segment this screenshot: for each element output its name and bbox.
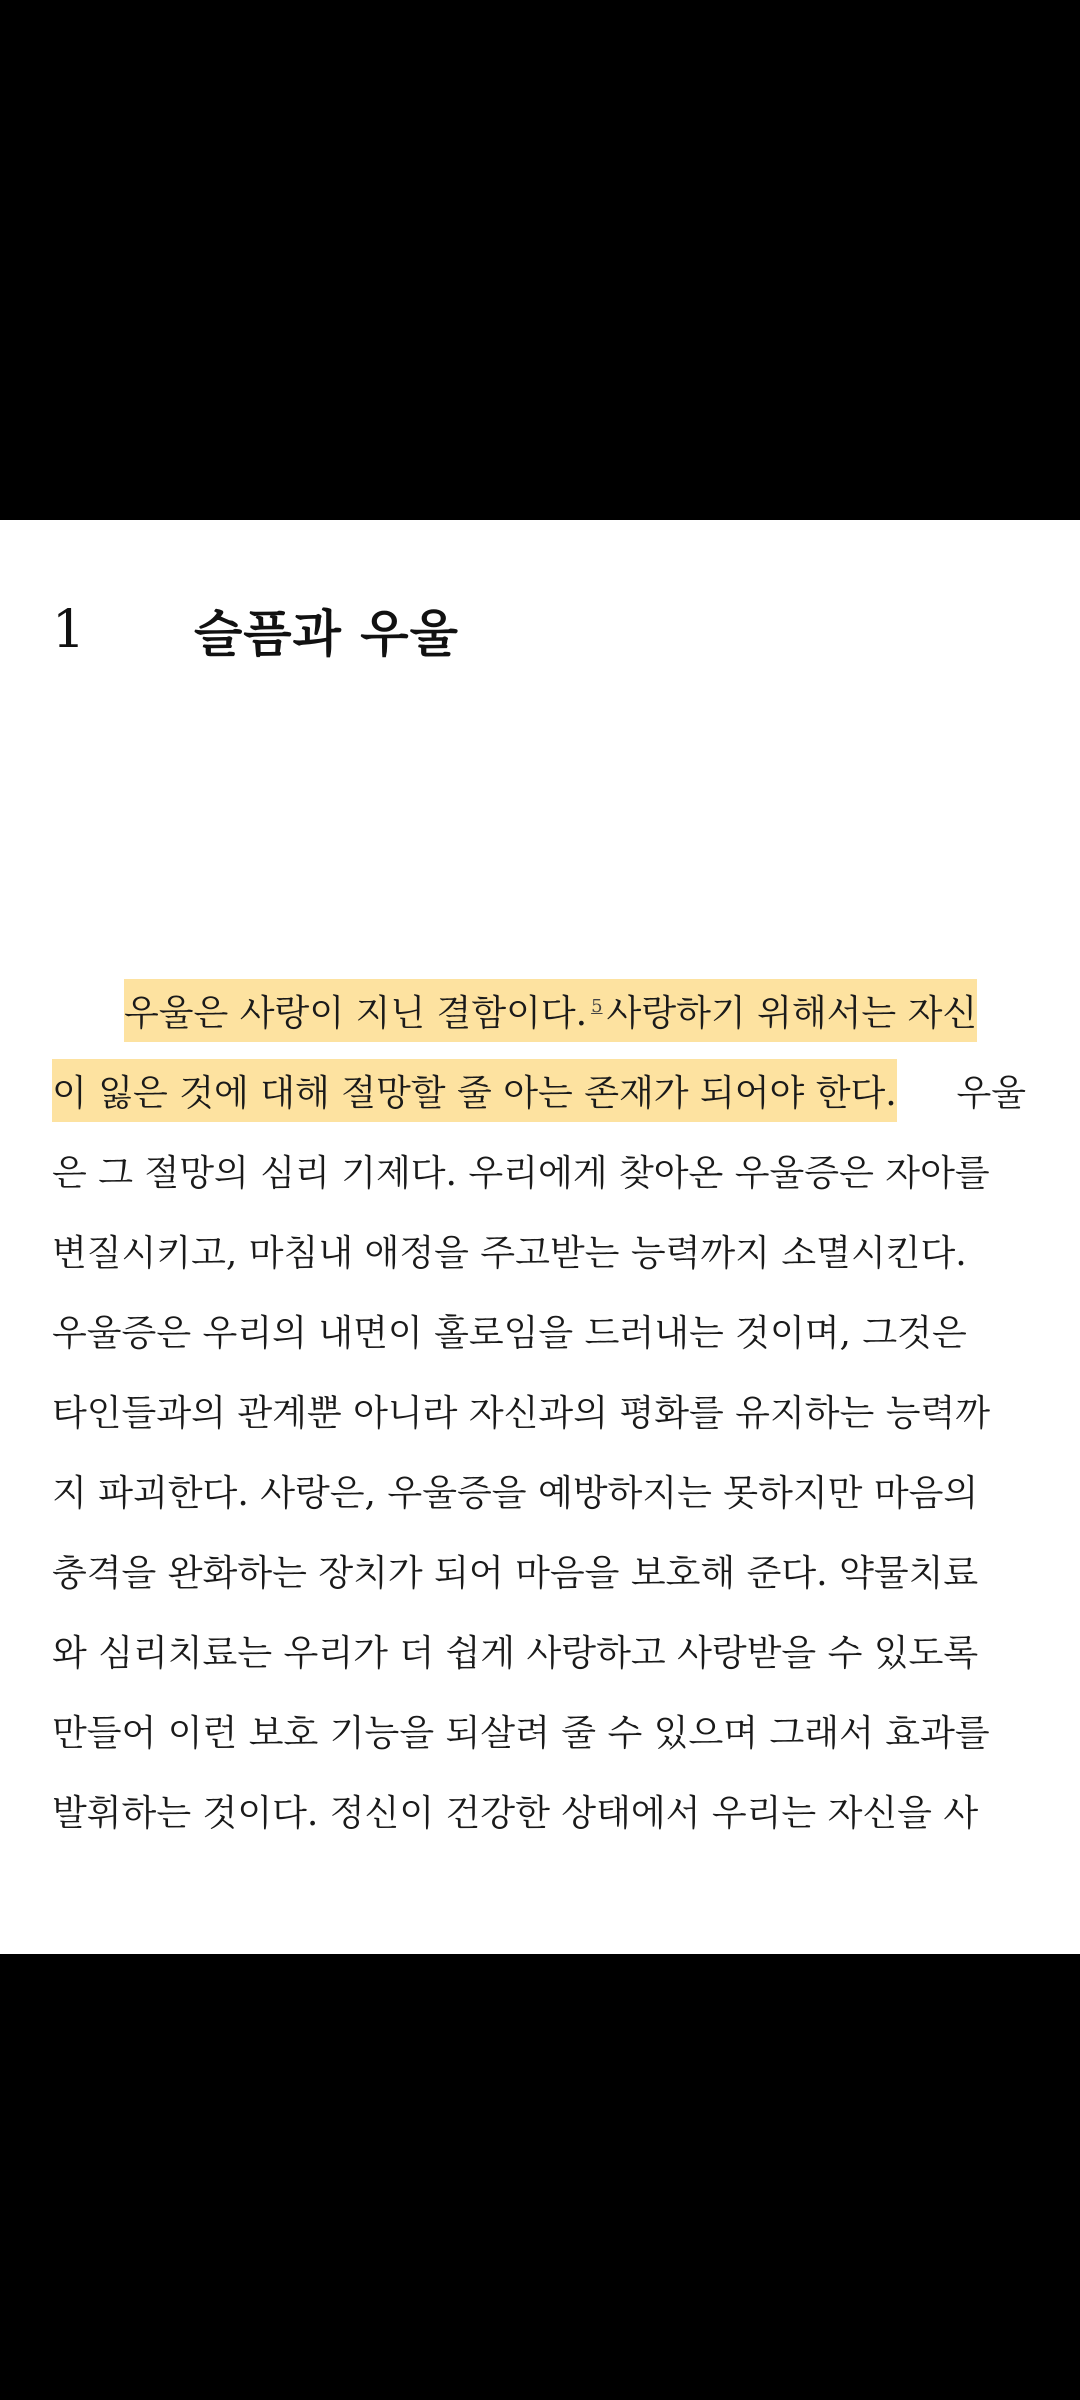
text-line: 지 파괴한다. 사랑은, 우울증을 예방하지는 못하지만 마음의 xyxy=(52,1472,979,1514)
bottom-letterbox xyxy=(0,1954,1080,2400)
text-line: 우울증은 우리의 내면이 홀로임을 드러내는 것이며, 그것은 xyxy=(52,1312,967,1354)
text-line: 발휘하는 것이다. 정신이 건강한 상태에서 우리는 자신을 사 xyxy=(52,1792,979,1834)
text-line: 충격을 완화하는 장치가 되어 마음을 보호해 준다. 약물치료 xyxy=(52,1552,979,1594)
book-page[interactable] xyxy=(0,520,1080,1954)
highlight-segment: 우울은 사랑이 지닌 결함이다. xyxy=(124,992,588,1034)
chapter-title: 슬픔과 우울 xyxy=(194,605,459,663)
text-line: 변질시키고, 마침내 애정을 주고받는 능력까지 소멸시킨다. xyxy=(52,1232,967,1274)
text-segment: 우울 xyxy=(956,1072,1026,1114)
top-letterbox xyxy=(0,0,1080,520)
text-line-2 xyxy=(52,1050,1026,1130)
text-line: 타인들과의 관계뿐 아니라 자신과의 평화를 유지하는 능력까 xyxy=(52,1392,991,1434)
text-line: 만들어 이런 보호 기능을 되살려 줄 수 있으며 그래서 효과를 xyxy=(52,1712,990,1754)
highlighted-text[interactable]: 이 잃은 것에 대해 절망할 줄 아는 존재가 되어야 한다. xyxy=(52,1059,897,1122)
text-line-1 xyxy=(52,970,1026,1050)
text-line: 은 그 절망의 심리 기제다. 우리에게 찾아온 우울증은 자아를 xyxy=(52,1152,990,1194)
highlight-segment: 사랑하기 위해서는 자신 xyxy=(606,992,978,1034)
chapter-heading xyxy=(52,590,459,670)
highlighted-text[interactable] xyxy=(124,979,977,1042)
text-line: 와 심리치료는 우리가 더 쉽게 사랑하고 사랑받을 수 있도록 xyxy=(52,1632,979,1674)
chapter-body-text[interactable] xyxy=(52,970,1026,1850)
chapter-number: 1 xyxy=(52,600,86,660)
footnote-link[interactable]: 5 xyxy=(591,995,603,1017)
